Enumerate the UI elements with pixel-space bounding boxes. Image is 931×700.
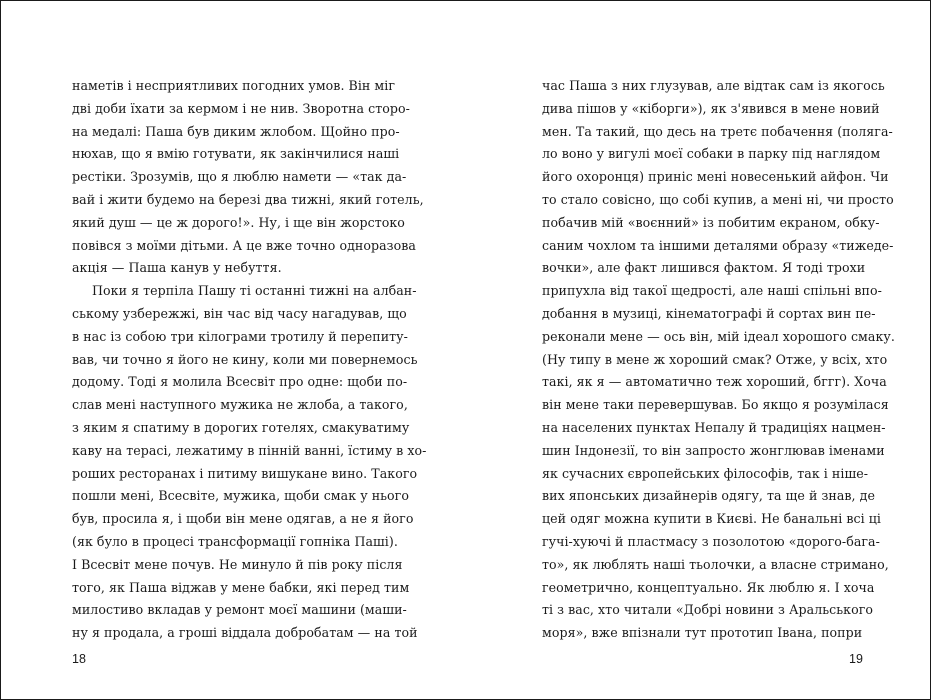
text-line: його охоронця) приніс мені новесенький айфон. Чи (542, 169, 889, 185)
text-line: гучі-хуючі й пластмасу з позолотою «дорого-бага- (542, 533, 880, 549)
text-line: час Паша з них глузував, але відтак сам із якогось (542, 78, 885, 93)
text-line: вав, чи точно я його не кину, коли ми повернемось (72, 351, 418, 367)
text-line: то», як люблять наші тьолочки, а власне стримано, (542, 556, 889, 572)
text-line: Поки я терпіла Пашу ті останні тижні на албан- (92, 283, 417, 299)
text-line: моря», вже впізнали тут прототип Івана, попри (542, 625, 863, 641)
text-line: слав мені наступного мужика не жлоба, а такого, (72, 397, 408, 413)
text-line: дива пішов у «кіборги»), як з'явився в мене новий (542, 100, 880, 116)
text-line: вай і жити будемо на березі два тижні, який готель, (72, 191, 424, 207)
text-line: додому. Тоді я молила Всесвіт про одне: щоби по- (72, 374, 408, 390)
text-line: рестіки. Зрозумів, що я люблю намети — «так да- (72, 169, 407, 185)
text-line: в нас із собою три кілограми тротилу й перепиту- (72, 328, 408, 344)
text-line: добання в музиці, кінематографі й сортах вин пе- (542, 305, 876, 321)
text-line: ло воно у вигулі моєї собаки в парку під наглядом (542, 146, 881, 162)
text-line: (Ну типу в мене ж хороший смак? Отже, у всіх, хто (542, 351, 888, 367)
text-line: то стало совісно, що собі купив, а мені ні, чи просто (542, 191, 894, 207)
text-line: геометрично, концептуально. Як люблю я. І хоча (542, 579, 875, 595)
text-line: того, як Паша віджав у мене бабки, які перед тим (72, 579, 410, 595)
text-line: який душ — це ж дорого!». Ну, і ще він жорстоко (72, 214, 405, 230)
left-page-number: 18 (72, 652, 86, 666)
text-line: був, просила я, і щоби він мене одягав, а не я його (72, 511, 414, 527)
text-line: дві доби їхати за кермом і не нив. Зворотна сторо- (72, 100, 410, 116)
text-line: нюхав, що я вмію готувати, як закінчилися наші (72, 146, 400, 162)
text-line: мен. Та такий, що десь на третє побачення (поляга- (542, 123, 893, 139)
text-line: реконали мене — ось він, мій ідеал хорошого смаку. (542, 328, 895, 344)
text-line: на населених пунктах Непалу й традиціях нацмен- (542, 419, 886, 435)
text-line: саним чохлом та іншими деталями образу «тижеде- (542, 237, 894, 253)
text-line: повівся з моїми дітьми. А це вже точно одноразова (72, 237, 416, 253)
text-line: ському узбережжі, він час від часу нагадував, що (72, 305, 407, 321)
text-line: ну я продала, а гроші віддала добробатам — на той (72, 625, 418, 641)
text-line: на медалі: Паша був диким жлобом. Щойно про- (72, 123, 400, 139)
text-line: вочки», але факт лишився фактом. Я тоді трохи (542, 260, 866, 276)
text-line: цей одяг можна купити в Києві. Не банальні всі ці (542, 511, 882, 527)
text-line: І Всесвіт мене почув. Не минуло й пів року після (72, 556, 403, 572)
left-page-text (72, 75, 427, 645)
text-line: з яким я спатиму в дорогих готелях, смакуватиму (72, 419, 410, 435)
text-line: (як було в процесі трансформації гопніка Паші). (72, 533, 398, 549)
right-page-text (542, 75, 895, 645)
text-line: вих японських дизайнерів одягу, та ще й знав, де (542, 488, 875, 504)
text-line: акція — Паша канув у небуття. (72, 260, 282, 276)
text-line: такі, як я — автоматично теж хороший, бггг). Хоча (542, 374, 887, 390)
text-line: ті з вас, хто читали «Добрі новини з Аральського (542, 602, 874, 618)
text-line: роших ресторанах і питиму вишукане вино. Такого (72, 465, 418, 481)
text-line: побачив мій «воєнний» із побитим екраном, обку- (542, 214, 880, 230)
text-line: припухла від такої щедрості, але наші спільні впо- (542, 283, 882, 299)
text-line: милостиво вкладав у ремонт моєї машини (маши- (72, 602, 407, 618)
right-page-number: 19 (849, 652, 863, 666)
text-line: як сучасних європейських філософів, так і нішe- (542, 465, 869, 481)
text-line: пошли мені, Всесвіте, мужика, щоби смак у нього (72, 488, 409, 504)
text-line: він мене таки перевершував. Бо якщо я розумілася (542, 397, 889, 413)
text-line: наметів і несприятливих погодних умов. Він міг (72, 78, 396, 93)
text-line: шин Індонезії, то він запросто жонглював іменами (542, 442, 885, 458)
text-line: каву на терасі, лежатиму в пінній ванні, їстиму в хо- (72, 442, 427, 458)
